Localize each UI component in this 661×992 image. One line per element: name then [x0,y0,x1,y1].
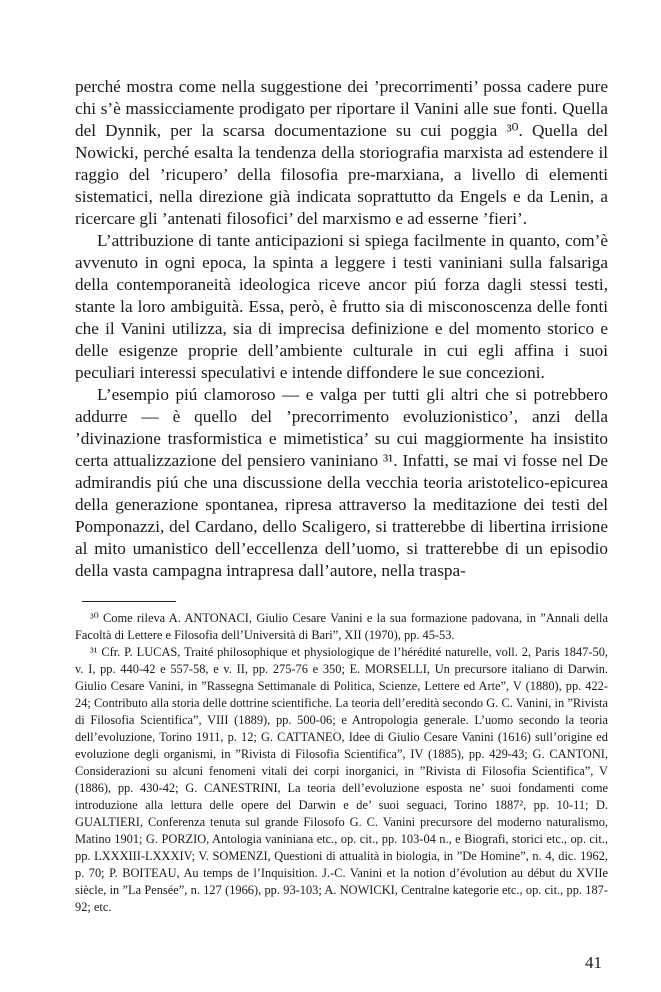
paragraph-2: L’attribuzione di tante anticipazioni si spiega facilmente in quanto, com’è avvenuto in ogni epoca, la spinta a leggere i testi vaniniani sulla falsariga della contemporaneità ideologica riceve ancor piú forza dagli stessi testi, stante la loro ambiguità. Essa, però, è frutto sia di misconoscenza delle fonti che il Vanini utilizza, sia di imprecisa definizione e del momento storico e delle esigenze proprie dell’ambiente culturale in cui egli affina i suoi peculiari interessi speculativi e intende diffondere le sue concezioni. [75,231,608,382]
main-text [75,76,608,582]
footnote-30: ³⁰ Come rileva A. ANTONACI, Giulio Cesare Vanini e la sua formazione padovana, in ”Annali della Facoltà di Lettere e Filosofia dell’Università di Bari”, XII (1970), pp. 45-53. [75,611,608,642]
paragraph-1: perché mostra come nella suggestione dei ’precorrimenti’ possa cadere pure chi s’è massicciamente prodigato per riportare il Vanini alle sue fonti. Quella del Dynnik, per la scarsa documentazione su cui poggia ³⁰. Quella del Nowicki, perché esalta la tendenza della storiografia marxista ad estendere il raggio del ’ricupero’ della filosofia pre-marxiana, a livello di elementi sistematici, nella direzione già indicata soprattutto da Engels e da Lenin, a ricercare gli ’antenati filosofici’ del marxismo e ad esserne ’fieri’. [75,77,608,228]
footnote-31: ³¹ Cfr. P. LUCAS, Traité philosophique et physiologique de l’hérédité naturelle, voll. 2, Paris 1847-50, v. I, pp. 440-42 e 557-58, e v. II, pp. 275-76 e 350; E. MORSELLI, Un precursore italiano di Darwin. Giulio Cesare Vanini, in ”Rassegna Settimanale di Politica, Scienze, Lettere ed Arte”, V (1880), pp. 422-24; Contributo alla storia delle dottrine scientifiche. La teoria dell’eredità secondo G. C. Vanini, in ”Rivista di Filosofia Scientifica”, VIII (1889), pp. 500-06; e Antropologia generale. L’uomo secondo la teoria dell’evoluzione, Torino 1911, p. 12; G. CATTANEO, Idee di Giulio Cesare Vanini (1616) sull’origine ed evoluzione degli organismi, in ”Rivista di Filosofia Scientifica”, IV (1885), pp. 429-43; G. CANTONI, Considerazioni su alcuni fenomeni vitali dei corpi inorganici, in ”Rivista di Filosofia Scientifica”, V (1886), pp. 430-42; G. CANESTRINI, La teoria dell’evoluzione esposta ne’ suoi fondamenti come introduzione alla lettura delle opere del Darwin e de’ suoi seguaci, Torino 1887², pp. 10-11; D. GUALTIERI, Conferenza tenuta sul grande Filosofo G. C. Vanini precursore del moderno naturalismo, Matino 1901; G. PORZIO, Antologia vaniniana etc., op. cit., pp. 103-04 n., e Biografi, storici etc., op. cit., pp. LXXXIII-LXXXIV; V. SOMENZI, Questioni di attualità in biologia, in ”De Homine”, n. 4, dic. 1962, p. 70; P. BOITEAU, Au temps de l’Inquisition. J.-C. Vanini et la notion d’évolution au début du XVIIe siècle, in ”La Pensée”, n. 127 (1966), pp. 93-103; A. NOWICKI, Centralne kategorie etc., op. cit., pp. 187-92; etc. [75,645,608,914]
page-number: 41 [585,953,602,972]
footnotes [75,610,608,916]
footnote-separator [82,601,176,602]
paragraph-3: L’esempio piú clamoroso — e valga per tutti gli altri che si potrebbero addurre — è quello del ’precorrimento evoluzionistico’, anzi della ’divinazione trasformistica e mimetistica’ su cui maggiormente ha insistito certa attualizzazione del pensiero vaniniano ³¹. Infatti, se mai vi fosse nel De admirandis piú che una discussione della vecchia teoria aristotelico-epicurea della generazione spontanea, ripresa attraverso la meditazione dei testi del Pomponazzi, del Cardano, dello Scaligero, si tratterebbe di libertina irrisione al mito umanistico dell’eccellenza dell’uomo, si tratterebbe di un episodio della vasta campagna intrapresa dall’autore, nella traspa- [75,385,608,580]
